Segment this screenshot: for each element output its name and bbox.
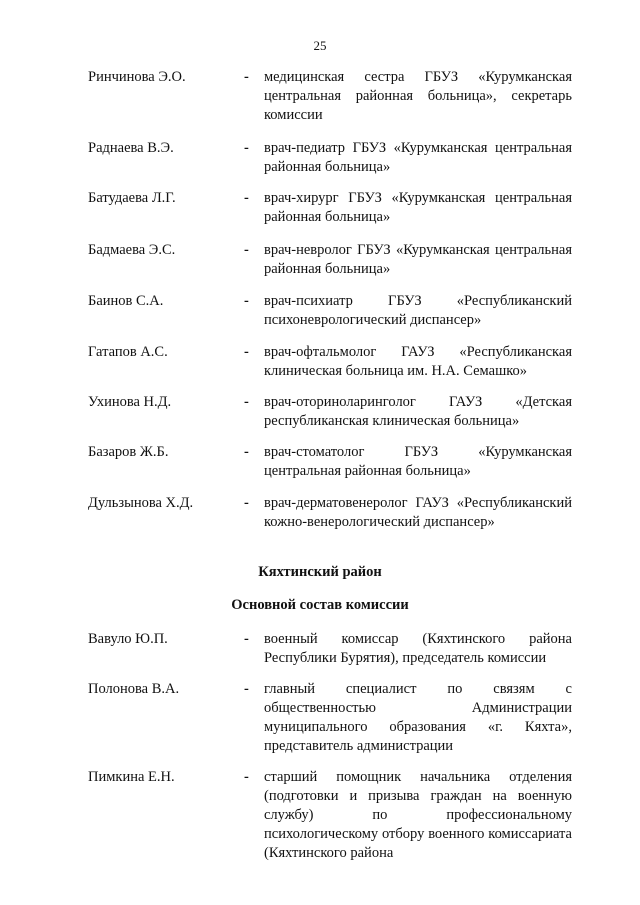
member-name: Базаров Ж.Б. <box>88 444 169 460</box>
member-name: Батудаева Л.Г. <box>88 190 176 206</box>
member-name: Бадмаева Э.С. <box>88 242 176 258</box>
member-name: Баинов С.А. <box>88 293 164 309</box>
dash-separator: - <box>244 242 249 258</box>
dash-separator: - <box>244 293 249 309</box>
dash-separator: - <box>244 140 249 156</box>
page-number: 25 <box>313 38 327 53</box>
member-name: Гатапов А.С. <box>88 344 168 360</box>
member-description: врач-стоматолог ГБУЗ «Курумканская центральная районная больница» <box>264 444 572 479</box>
member-name: Пимкина Е.Н. <box>88 769 175 785</box>
member-description: врач-невролог ГБУЗ «Курумканская центральная районная больница» <box>264 242 572 277</box>
member-description: главный специалист по связям с общественностью Администрации муниципального образования «г. Кяхта», представитель администрации <box>264 681 572 754</box>
subsection-title: Основной состав комиссии <box>231 597 409 613</box>
member-description: врач-оториноларинголог ГАУЗ «Детская республиканская клиническая больница» <box>264 394 572 429</box>
member-description: врач-педиатр ГБУЗ «Курумканская центральная районная больница» <box>264 140 572 175</box>
dash-separator: - <box>244 495 249 511</box>
dash-separator: - <box>244 444 249 460</box>
dash-separator: - <box>244 769 249 785</box>
section-title: Кяхтинский район <box>258 564 382 580</box>
member-description: военный комиссар (Кяхтинского района Республики Бурятия), председатель комиссии <box>264 631 572 666</box>
dash-separator: - <box>244 190 249 206</box>
member-name: Раднаева В.Э. <box>88 140 174 156</box>
member-description: врач-психиатр ГБУЗ «Республиканский психоневрологический диспансер» <box>264 293 572 328</box>
member-description: старший помощник начальника отделения (подготовки и призыва граждан на военную службу) по профессиональному психологическому отбору военного комиссариата (Кяхтинского района <box>264 769 572 861</box>
member-description: медицинская сестра ГБУЗ «Курумканская центральная районная больница», секретарь комиссии <box>264 69 572 123</box>
member-name: Ухинова Н.Д. <box>88 394 172 410</box>
member-name: Ринчинова Э.О. <box>88 69 186 85</box>
member-name: Дульзынова Х.Д. <box>88 495 194 511</box>
member-description: врач-дерматовенеролог ГАУЗ «Республиканский кожно-венерологический диспансер» <box>264 495 572 530</box>
dash-separator: - <box>244 344 249 360</box>
dash-separator: - <box>244 681 249 697</box>
dash-separator: - <box>244 631 249 647</box>
dash-separator: - <box>244 69 249 85</box>
member-description: врач-офтальмолог ГАУЗ «Республиканская клиническая больница им. Н.А. Семашко» <box>264 344 572 379</box>
member-name: Вавуло Ю.П. <box>88 631 168 647</box>
dash-separator: - <box>244 394 249 410</box>
member-description: врач-хирург ГБУЗ «Курумканская центральная районная больница» <box>264 190 572 225</box>
member-name: Полонова В.А. <box>88 681 180 697</box>
